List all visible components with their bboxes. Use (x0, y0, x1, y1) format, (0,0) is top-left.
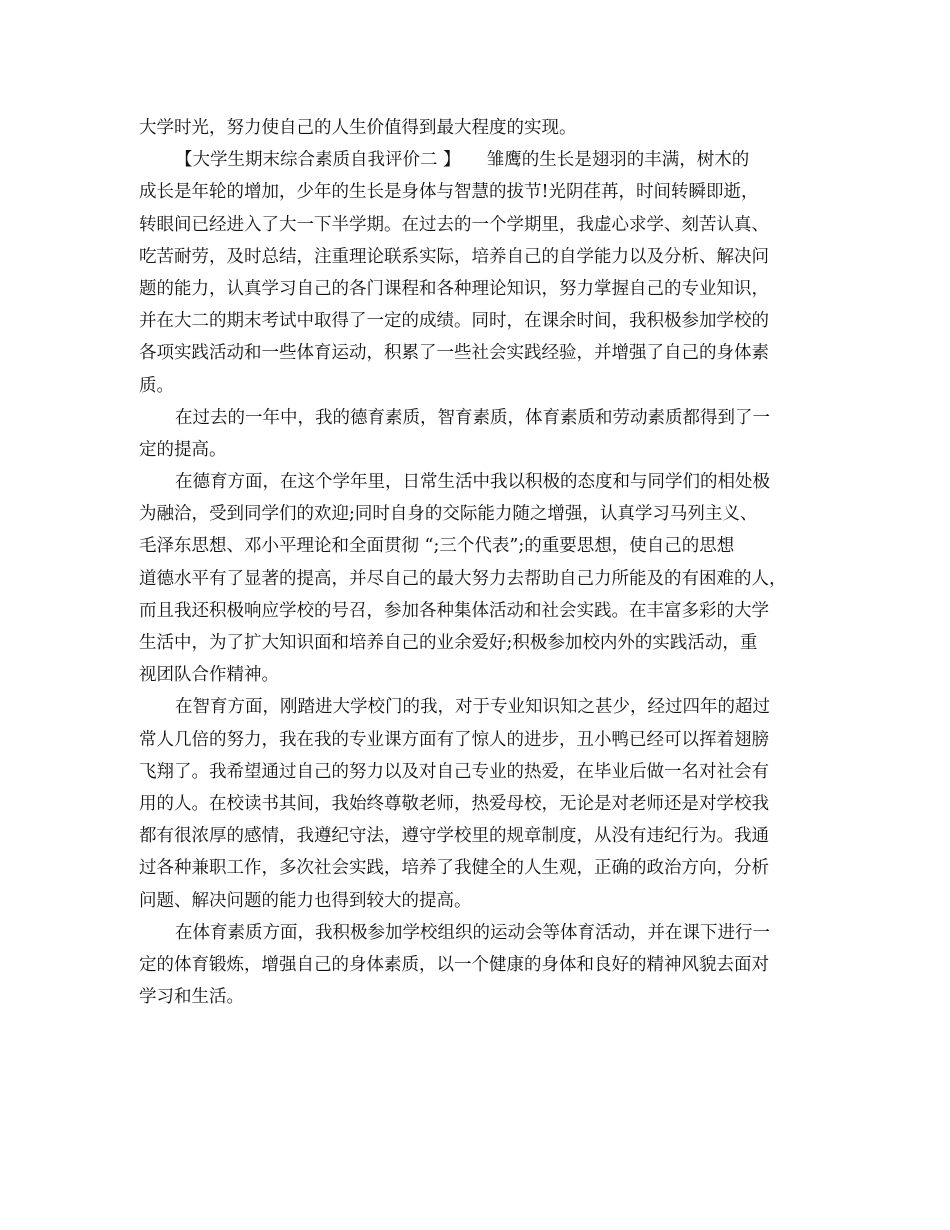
text-line: 毛泽东思想、邓小平理论和全面贯彻 “;三个代表”;的重要思想，使自己的思想 (139, 536, 735, 557)
text-line: 生活中，为了扩大知识面和培养自己的业余爱好;积极参加校内外的实践活动，重 (139, 633, 758, 653)
text-line: 转眼间已经进入了大一下半学期。在过去的一个学期里，我虚心求学、刻苦认真、 (139, 214, 769, 235)
paragraph-first-line: 在过去的一年中，我的德育素质，智育素质，体育素质和劳动素质都得到了一 (175, 407, 770, 428)
text-line: 常人几倍的努力，我在我的专业课方面有了惊人的进步，丑小鸭已经可以挥着翅膀 (139, 729, 769, 750)
paragraph-first-line: 在体育素质方面，我积极参加学校组织的运动会等体育活动，并在课下进行一 (175, 922, 770, 943)
document-page (139, 112, 815, 1013)
text-line: 用的人。在校读书其间，我始终尊敬老师，热爱母校，无论是对老师还是对学校我 (139, 793, 769, 814)
text-line: 质。 (139, 375, 174, 396)
text-line: 各项实践活动和一些体育运动，积累了一些社会实践经验，并增强了自己的身体素 (139, 343, 769, 364)
text-line: 视团队合作精神。 (139, 665, 279, 686)
section-heading-line: 【大学生期末综合素质自我评价二 】 雏鹰的生长是翅羽的丰满，树木的 (175, 150, 750, 171)
text-line: 并在大二的期末考试中取得了一定的成绩。同时，在课余时间，我积极参加学校的 (139, 311, 769, 332)
text-line: 大学时光，努力使自己的人生价值得到最大程度的实现。 (139, 118, 577, 138)
text-line: 吃苦耐劳，及时总结，注重理论联系实际，培养自己的自学能力以及分析、解决问 (139, 246, 769, 267)
text-line: 飞翔了。我希望通过自己的努力以及对自己专业的热爱，在毕业后做一名对社会有 (139, 761, 769, 782)
text-line: 问题、解决问题的能力也得到较大的提高。 (139, 890, 472, 911)
paragraph-first-line: 在智育方面，刚踏进大学校门的我，对于专业知识知之甚少，经过四年的超过 (175, 697, 770, 718)
text-line: 学习和生活。 (139, 987, 244, 1008)
text-line: 定的提高。 (139, 439, 227, 460)
paragraph-first-line: 在德育方面，在这个学年里，日常生活中我以积极的态度和与同学们的相处极 (175, 472, 770, 493)
text-line: 题的能力，认真学习自己的各门课程和各种理论知识，努力掌握自己的专业知识， (139, 278, 769, 299)
text-line: 过各种兼职工作，多次社会实践，培养了我健全的人生观，正确的政治方向，分析 (139, 858, 769, 879)
text-line: 成长是年轮的增加，少年的生长是身体与智慧的拔节!光阴荏苒，时间转瞬即逝， (139, 182, 759, 203)
text-line: 道德水平有了显著的提高，并尽自己的最大努力去帮助自己力所能及的有困难的人， (139, 568, 787, 589)
text-line: 而且我还积极响应学校的号召，参加各种集体活动和社会实践。在丰富多彩的大学 (139, 600, 769, 621)
text-line: 定的体育锻炼，增强自己的身体素质，以一个健康的身体和良好的精神风貌去面对 (139, 954, 769, 975)
text-line: 为融洽，受到同学们的欢迎;同时自身的交际能力随之增强，认真学习马列主义、 (139, 504, 758, 525)
text-line: 都有很浓厚的感情，我遵纪守法，遵守学校里的规章制度，从没有违纪行为。我通 (139, 826, 769, 847)
